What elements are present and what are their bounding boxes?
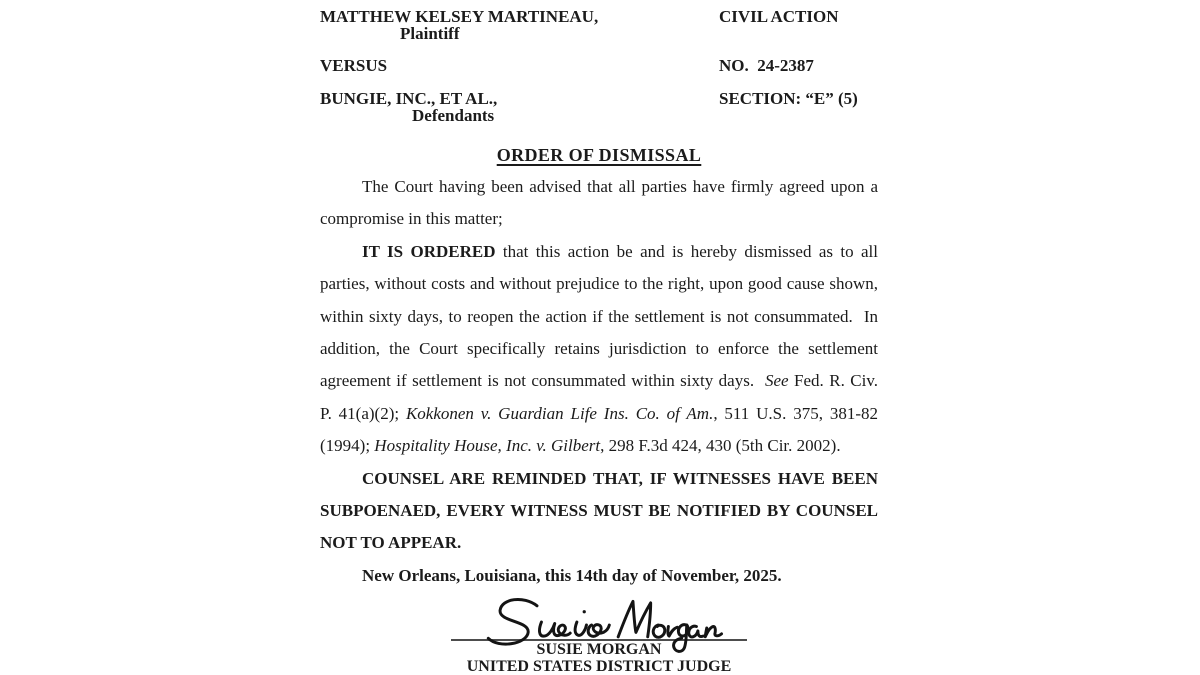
paragraph-compromise: The Court having been advised that all parties have firmly agreed upon a compromise in this matter; — [320, 177, 878, 229]
judge-name: SUSIE MORGAN — [536, 641, 662, 659]
ordered-lead: IT IS ORDERED — [362, 241, 496, 261]
versus-label: VERSUS — [320, 56, 388, 75]
paragraph-counsel-notice: COUNSEL ARE REMINDED THAT, IF WITNESSES HAVE BEEN SUBPOENAED, EVERY WITNESS MUST BE NOTIFIED BY COUNSEL NOT TO APPEAR. — [320, 468, 878, 553]
section-label: SECTION: “E” (5) — [719, 89, 858, 108]
order-title-text: ORDER OF DISMISSAL — [496, 145, 702, 165]
case-citation-kokkonen: Kokkonen v. Guardian Life Ins. Co. of Am. — [405, 403, 714, 423]
order-title — [320, 144, 878, 166]
plaintiff-name: MATTHEW KELSEY MARTINEAU, — [320, 7, 599, 26]
defendant-name: BUNGIE, INC., ET AL., — [320, 89, 498, 108]
plaintiff-role-label: Plaintiff — [400, 24, 460, 43]
order-body — [320, 171, 878, 592]
judge-title: UNITED STATES DISTRICT JUDGE — [466, 658, 732, 675]
case-citation-hospitality: Hospitality House, Inc. v. Gilbert — [374, 436, 601, 456]
signature-block — [320, 594, 878, 675]
see-signal: See — [765, 371, 789, 391]
court-order-document — [320, 0, 878, 675]
case-citation-hospitality-reporter: , 298 F.3d 424, 430 (5th Cir. 2002). — [600, 436, 841, 456]
civil-action-label: CIVIL ACTION — [719, 7, 839, 26]
rule-citation: Fed. R. Civ. P. 41(a)(2); — [320, 371, 879, 423]
judge-signature-icon — [473, 594, 725, 656]
case-caption — [320, 8, 878, 126]
case-number: NO. 24-2387 — [719, 56, 814, 75]
date-line: New Orleans, Louisiana, this 14th day of November, 2025. — [362, 565, 782, 585]
defendant-role-label: Defendants — [412, 106, 495, 125]
case-citation-kokkonen-reporter: , 511 U.S. 375, 381-82 (1994); — [320, 403, 879, 456]
paragraph-ordered — [320, 236, 878, 463]
ordered-main: that this action be and is hereby dismissed as to all parties, without costs and without prejudice to the right, upon good cause shown, within sixty days, to reopen the action if the settlement is not consummated. In addition, the Court specifically retains jurisdiction to enforce the settlement agreement if settlement is not consummated within sixty days. — [320, 241, 878, 391]
